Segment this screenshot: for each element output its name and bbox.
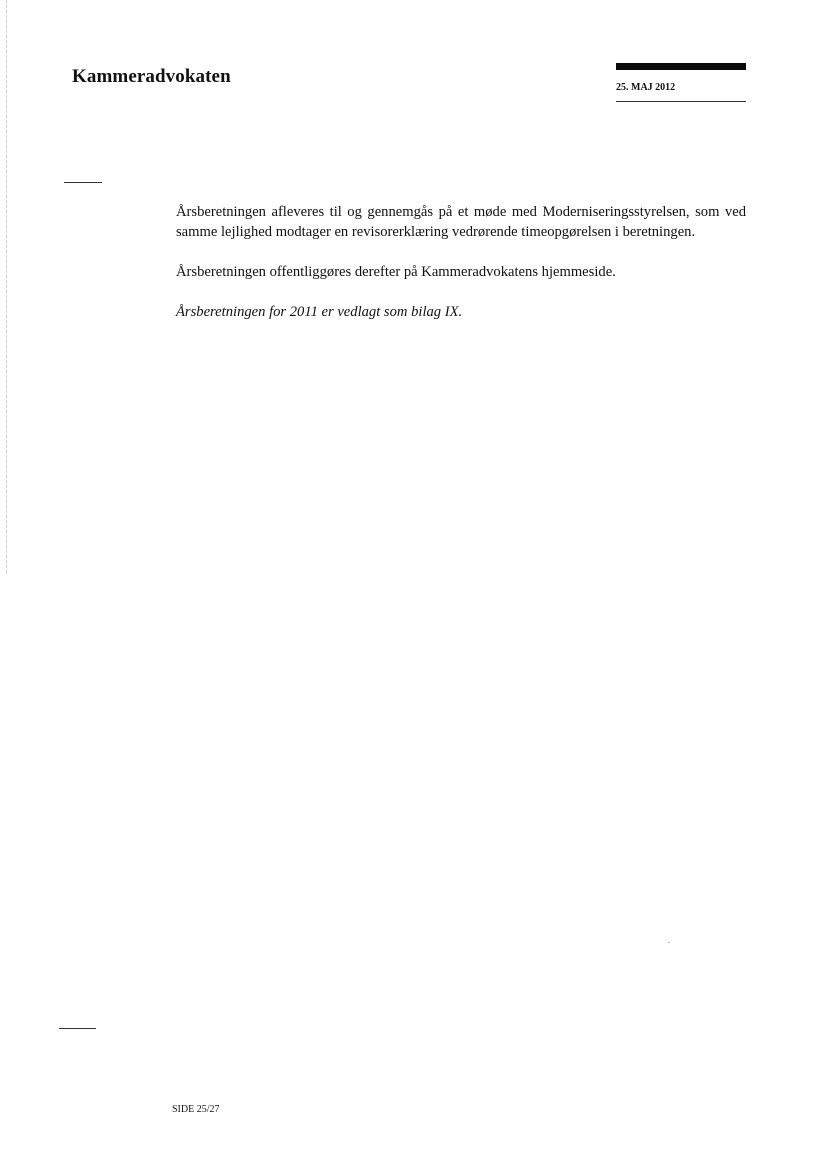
margin-rule-bottom [59, 1028, 96, 1029]
attachment-note: Årsberetningen for 2011 er vedlagt som bilag IX. [176, 304, 463, 320]
paragraph-1: Årsberetningen afleveres til og gennemgås på et møde med Moderniseringsstyrelsen, som ved samme lejlighed modtager en revisorerklæring vedrørende timeopgørelsen i beretningen. [176, 204, 746, 240]
date-underline [616, 101, 746, 102]
scan-speck [668, 942, 670, 943]
document-date: 25. MAJ 2012 [616, 82, 676, 93]
organization-name: Kammeradvokaten [72, 66, 231, 87]
date-header-bar [616, 63, 746, 70]
paragraph-2: Årsberetningen offentliggøres derefter på Kammeradvokatens hjemmeside. [176, 264, 616, 280]
body-text [176, 202, 746, 342]
scan-edge [6, 0, 7, 575]
margin-rule-top [64, 182, 102, 183]
page-number: SIDE 25/27 [172, 1104, 220, 1115]
